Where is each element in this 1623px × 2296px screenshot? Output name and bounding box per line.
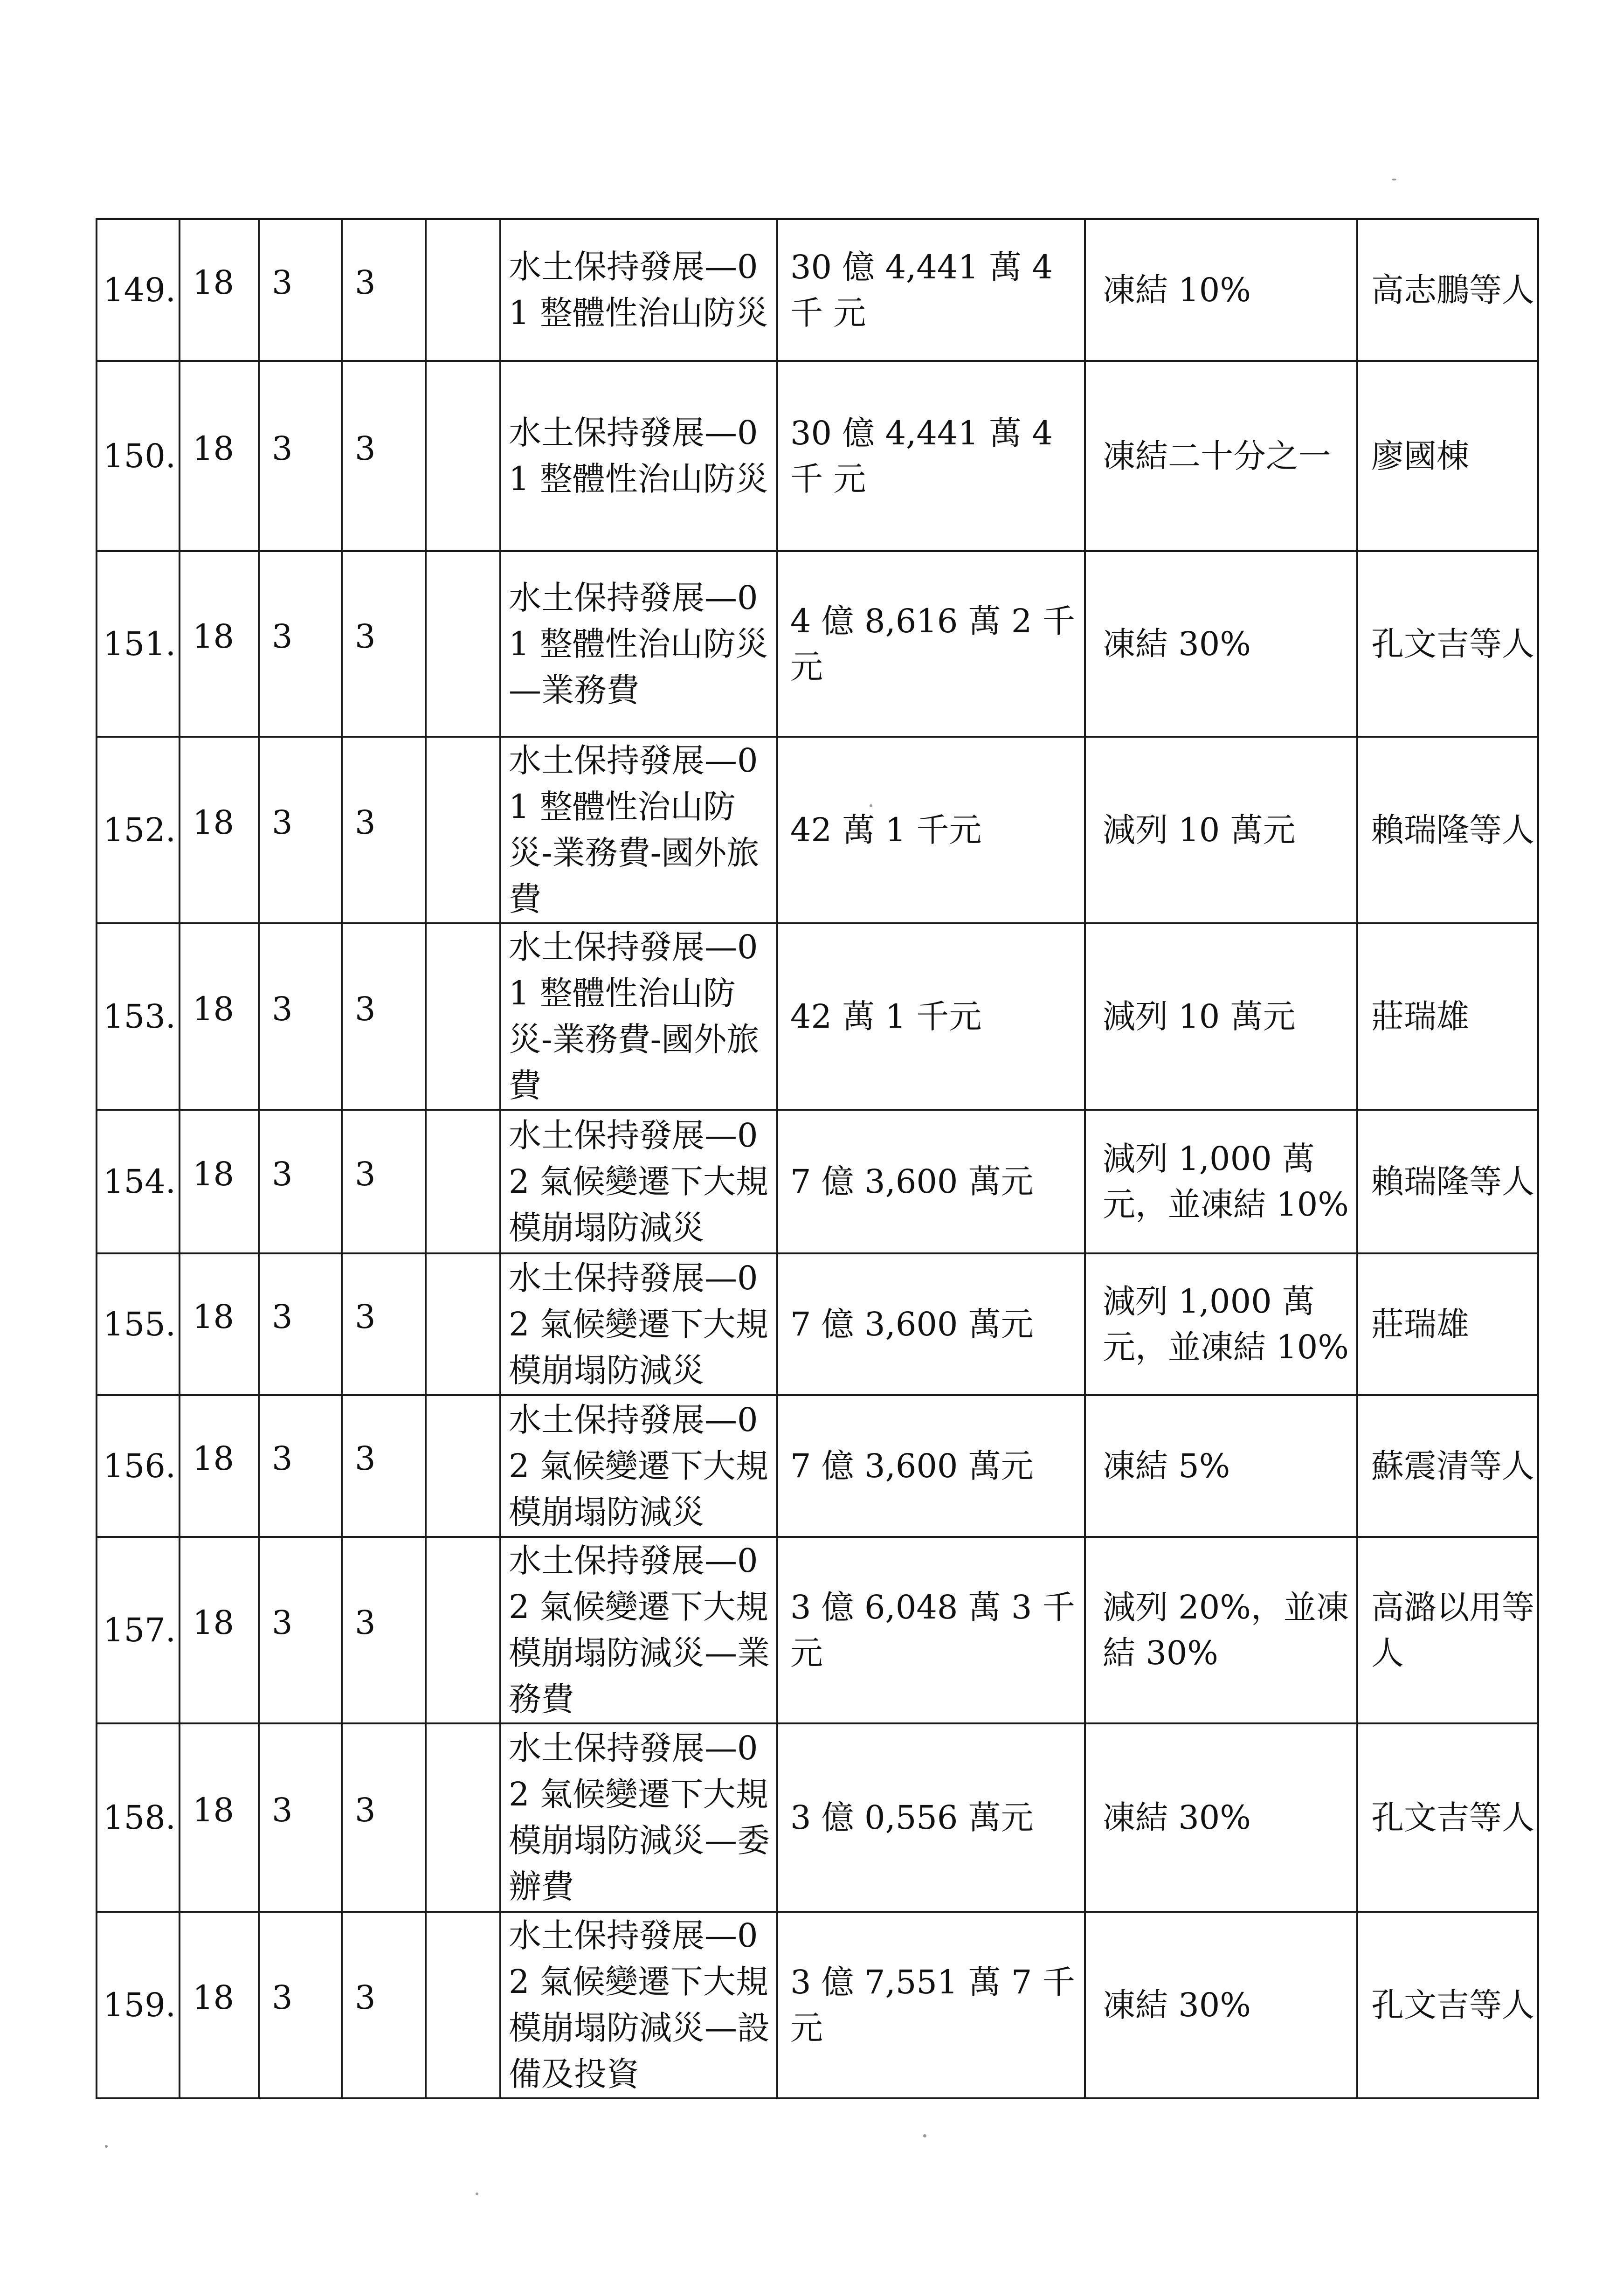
table-row bbox=[97, 361, 1538, 551]
budget-item-text: 水土保持發展—02 氣候變遷下大規模崩塌防減災 bbox=[509, 1116, 768, 1247]
budget-amount bbox=[777, 923, 1085, 1110]
scan-speck bbox=[1392, 179, 1396, 180]
code-cell-1 bbox=[180, 1395, 259, 1537]
proposer bbox=[1357, 219, 1538, 361]
row-number bbox=[97, 551, 180, 737]
code-cell-1-text: 18 bbox=[193, 1298, 235, 1336]
motion-action bbox=[1085, 551, 1357, 737]
code-cell-1-text: 18 bbox=[193, 263, 235, 302]
budget-item-text: 水土保持發展—02 氣候變遷下大規模崩塌防減災 bbox=[509, 1400, 768, 1531]
motion-action-text: 凍結 30% bbox=[1103, 1798, 1251, 1837]
code-cell-1 bbox=[180, 1253, 259, 1395]
budget-item-text: 水土保持發展—02 氣候變遷下大規模崩塌防減災—業務費 bbox=[509, 1542, 770, 1718]
proposer-text: 孔文吉等人 bbox=[1371, 1986, 1534, 2024]
row-number bbox=[97, 1395, 180, 1537]
code-cell-3-text: 3 bbox=[355, 990, 376, 1028]
row-number bbox=[97, 923, 180, 1110]
budget-item bbox=[500, 1723, 777, 1912]
code-cell-1-text: 18 bbox=[193, 429, 235, 468]
code-cell-1 bbox=[180, 551, 259, 737]
motion-action bbox=[1085, 1723, 1357, 1912]
code-cell-3 bbox=[342, 1395, 426, 1537]
budget-item bbox=[500, 923, 777, 1110]
code-cell-2-text: 3 bbox=[272, 429, 293, 468]
row-number bbox=[97, 361, 180, 551]
motion-action-text: 凍結 30% bbox=[1103, 625, 1251, 663]
budget-amount bbox=[777, 1253, 1085, 1395]
code-cell-3 bbox=[342, 1723, 426, 1912]
budget-motion-table bbox=[96, 218, 1539, 2099]
budget-item bbox=[500, 551, 777, 737]
code-cell-1-text: 18 bbox=[193, 1155, 235, 1193]
code-cell-2-text: 3 bbox=[272, 990, 293, 1028]
code-cell-3-text: 3 bbox=[355, 1604, 376, 1642]
code-cell-3 bbox=[342, 219, 426, 361]
code-cell-1-text: 18 bbox=[193, 1791, 235, 1829]
row-number-text: 159. bbox=[103, 1986, 176, 2024]
row-number-text: 151. bbox=[103, 625, 176, 663]
proposer-text: 賴瑞隆等人 bbox=[1371, 1162, 1534, 1201]
motion-action-text: 減列 1,000 萬元，並凍結 10% bbox=[1103, 1140, 1349, 1224]
code-cell-1-text: 18 bbox=[193, 990, 235, 1028]
proposer bbox=[1357, 1253, 1538, 1395]
motion-action bbox=[1085, 219, 1357, 361]
budget-amount-text: 30 億 4,441 萬 4 千 元 bbox=[790, 414, 1053, 498]
row-number bbox=[97, 1537, 180, 1723]
budget-item bbox=[500, 1912, 777, 2098]
budget-item-text: 水土保持發展—01 整體性治山防災 bbox=[509, 248, 768, 332]
code-cell-3 bbox=[342, 361, 426, 551]
row-number-text: 152. bbox=[103, 811, 176, 849]
budget-amount bbox=[777, 1395, 1085, 1537]
budget-amount-text: 3 億 7,551 萬 7 千元 bbox=[790, 1963, 1075, 2047]
code-cell-3 bbox=[342, 923, 426, 1110]
code-cell-3 bbox=[342, 1110, 426, 1253]
budget-item bbox=[500, 1110, 777, 1253]
code-cell-4 bbox=[426, 923, 500, 1110]
proposer-text: 高潞以用等人 bbox=[1371, 1588, 1534, 1672]
code-cell-1-text: 18 bbox=[193, 1439, 235, 1478]
proposer bbox=[1357, 923, 1538, 1110]
code-cell-1 bbox=[180, 1537, 259, 1723]
motion-action-text: 凍結 5% bbox=[1103, 1447, 1230, 1485]
motion-action-text: 減列 20%，並凍結 30% bbox=[1103, 1588, 1349, 1672]
motion-action-text: 凍結 10% bbox=[1103, 271, 1251, 309]
motion-action-text: 減列 1,000 萬元，並凍結 10% bbox=[1103, 1282, 1349, 1366]
proposer bbox=[1357, 1723, 1538, 1912]
code-cell-1 bbox=[180, 1110, 259, 1253]
code-cell-3-text: 3 bbox=[355, 429, 376, 468]
budget-amount-text: 4 億 8,616 萬 2 千元 bbox=[790, 602, 1075, 686]
motion-action bbox=[1085, 1253, 1357, 1395]
budget-amount bbox=[777, 1110, 1085, 1253]
code-cell-3-text: 3 bbox=[355, 1791, 376, 1829]
code-cell-3-text: 3 bbox=[355, 1155, 376, 1193]
row-number-text: 153. bbox=[103, 997, 176, 1036]
table-row bbox=[97, 1912, 1538, 2098]
scan-speck bbox=[105, 2145, 108, 2148]
budget-amount bbox=[777, 1723, 1085, 1912]
code-cell-2-text: 3 bbox=[272, 1155, 293, 1193]
budget-amount bbox=[777, 219, 1085, 361]
proposer-text: 莊瑞雄 bbox=[1371, 997, 1469, 1036]
row-number-text: 158. bbox=[103, 1798, 176, 1837]
code-cell-3-text: 3 bbox=[355, 1978, 376, 2017]
table-row bbox=[97, 1253, 1538, 1395]
motion-action bbox=[1085, 923, 1357, 1110]
code-cell-4 bbox=[426, 551, 500, 737]
table-row bbox=[97, 551, 1538, 737]
proposer-text: 高志鵬等人 bbox=[1371, 271, 1534, 309]
code-cell-3-text: 3 bbox=[355, 1439, 376, 1478]
budget-item bbox=[500, 1395, 777, 1537]
scan-speck bbox=[923, 2134, 926, 2137]
row-number-text: 157. bbox=[103, 1611, 176, 1649]
budget-item bbox=[500, 1537, 777, 1723]
code-cell-1 bbox=[180, 219, 259, 361]
budget-amount bbox=[777, 1537, 1085, 1723]
code-cell-4 bbox=[426, 737, 500, 923]
table-body bbox=[97, 219, 1538, 2098]
code-cell-1 bbox=[180, 1723, 259, 1912]
budget-amount bbox=[777, 361, 1085, 551]
code-cell-1-text: 18 bbox=[193, 803, 235, 842]
code-cell-3 bbox=[342, 1912, 426, 2098]
code-cell-2 bbox=[259, 1110, 342, 1253]
code-cell-2 bbox=[259, 737, 342, 923]
code-cell-3-text: 3 bbox=[355, 617, 376, 656]
budget-item bbox=[500, 1253, 777, 1395]
motion-action-text: 減列 10 萬元 bbox=[1103, 811, 1296, 849]
motion-action bbox=[1085, 1110, 1357, 1253]
proposer bbox=[1357, 361, 1538, 551]
budget-amount-text: 7 億 3,600 萬元 bbox=[790, 1447, 1034, 1485]
code-cell-2 bbox=[259, 361, 342, 551]
budget-item bbox=[500, 737, 777, 923]
code-cell-2 bbox=[259, 1253, 342, 1395]
scan-speck bbox=[870, 804, 872, 807]
budget-item bbox=[500, 361, 777, 551]
proposer bbox=[1357, 1912, 1538, 2098]
motion-action bbox=[1085, 1395, 1357, 1537]
code-cell-1 bbox=[180, 923, 259, 1110]
budget-amount bbox=[777, 737, 1085, 923]
proposer bbox=[1357, 737, 1538, 923]
row-number-text: 155. bbox=[103, 1305, 176, 1343]
code-cell-3 bbox=[342, 1253, 426, 1395]
table-row bbox=[97, 1395, 1538, 1537]
row-number bbox=[97, 737, 180, 923]
code-cell-3 bbox=[342, 1537, 426, 1723]
proposer-text: 孔文吉等人 bbox=[1371, 625, 1534, 663]
code-cell-4 bbox=[426, 1912, 500, 2098]
table-row bbox=[97, 737, 1538, 923]
code-cell-4 bbox=[426, 1395, 500, 1537]
budget-item bbox=[500, 219, 777, 361]
table-row bbox=[97, 923, 1538, 1110]
code-cell-1 bbox=[180, 361, 259, 551]
code-cell-2-text: 3 bbox=[272, 1978, 293, 2017]
code-cell-2-text: 3 bbox=[272, 1298, 293, 1336]
row-number bbox=[97, 1723, 180, 1912]
budget-item-text: 水土保持發展—02 氣候變遷下大規模崩塌防減災 bbox=[509, 1259, 768, 1390]
budget-item-text: 水土保持發展—01 整體性治山防災-業務費-國外旅費 bbox=[509, 928, 760, 1105]
budget-amount bbox=[777, 1912, 1085, 2098]
row-number-text: 150. bbox=[103, 437, 176, 475]
proposer-text: 蘇震清等人 bbox=[1371, 1447, 1534, 1485]
code-cell-2 bbox=[259, 1395, 342, 1537]
table-row bbox=[97, 1110, 1538, 1253]
row-number bbox=[97, 1253, 180, 1395]
code-cell-4 bbox=[426, 1537, 500, 1723]
code-cell-2 bbox=[259, 1537, 342, 1723]
code-cell-3-text: 3 bbox=[355, 263, 376, 302]
budget-amount-text: 3 億 0,556 萬元 bbox=[790, 1798, 1034, 1837]
motion-action bbox=[1085, 1537, 1357, 1723]
row-number bbox=[97, 1912, 180, 2098]
row-number-text: 149. bbox=[103, 271, 176, 309]
budget-item-text: 水土保持發展—01 整體性治山防災-業務費-國外旅費 bbox=[509, 741, 760, 918]
code-cell-1-text: 18 bbox=[193, 1604, 235, 1642]
table-row bbox=[97, 1537, 1538, 1723]
code-cell-2-text: 3 bbox=[272, 263, 293, 302]
code-cell-3-text: 3 bbox=[355, 1298, 376, 1336]
code-cell-2 bbox=[259, 1912, 342, 2098]
budget-amount-text: 30 億 4,441 萬 4 千 元 bbox=[790, 248, 1053, 332]
code-cell-2 bbox=[259, 551, 342, 737]
budget-item-text: 水土保持發展—01 整體性治山防災 bbox=[509, 414, 768, 498]
code-cell-3 bbox=[342, 551, 426, 737]
code-cell-4 bbox=[426, 361, 500, 551]
code-cell-1 bbox=[180, 1912, 259, 2098]
motion-action-text: 凍結二十分之一 bbox=[1103, 437, 1331, 475]
motion-action bbox=[1085, 1912, 1357, 2098]
row-number bbox=[97, 1110, 180, 1253]
code-cell-2-text: 3 bbox=[272, 1439, 293, 1478]
code-cell-1-text: 18 bbox=[193, 1978, 235, 2017]
scan-speck bbox=[476, 2192, 478, 2195]
code-cell-4 bbox=[426, 219, 500, 361]
code-cell-2-text: 3 bbox=[272, 1604, 293, 1642]
proposer bbox=[1357, 551, 1538, 737]
code-cell-4 bbox=[426, 1253, 500, 1395]
motion-action-text: 凍結 30% bbox=[1103, 1986, 1251, 2024]
code-cell-4 bbox=[426, 1110, 500, 1253]
proposer-text: 孔文吉等人 bbox=[1371, 1798, 1534, 1837]
motion-action bbox=[1085, 737, 1357, 923]
budget-amount-text: 42 萬 1 千元 bbox=[790, 811, 982, 849]
code-cell-3-text: 3 bbox=[355, 803, 376, 842]
budget-item-text: 水土保持發展—01 整體性治山防災—業務費 bbox=[509, 578, 768, 709]
budget-item-text: 水土保持發展—02 氣候變遷下大規模崩塌防減災—設備及投資 bbox=[509, 1916, 770, 2093]
proposer bbox=[1357, 1395, 1538, 1537]
budget-amount bbox=[777, 551, 1085, 737]
proposer bbox=[1357, 1537, 1538, 1723]
code-cell-2 bbox=[259, 923, 342, 1110]
proposer bbox=[1357, 1110, 1538, 1253]
code-cell-2 bbox=[259, 219, 342, 361]
motion-action bbox=[1085, 361, 1357, 551]
code-cell-2-text: 3 bbox=[272, 1791, 293, 1829]
row-number bbox=[97, 219, 180, 361]
budget-amount-text: 42 萬 1 千元 bbox=[790, 997, 982, 1036]
budget-amount-text: 7 億 3,600 萬元 bbox=[790, 1162, 1034, 1201]
motion-action-text: 減列 10 萬元 bbox=[1103, 997, 1296, 1036]
table-row bbox=[97, 219, 1538, 361]
budget-amount-text: 3 億 6,048 萬 3 千元 bbox=[790, 1588, 1075, 1672]
proposer-text: 莊瑞雄 bbox=[1371, 1305, 1469, 1343]
code-cell-1 bbox=[180, 737, 259, 923]
table-row bbox=[97, 1723, 1538, 1912]
proposer-text: 廖國棟 bbox=[1371, 437, 1469, 475]
budget-item-text: 水土保持發展—02 氣候變遷下大規模崩塌防減災—委辦費 bbox=[509, 1729, 770, 1906]
row-number-text: 154. bbox=[103, 1162, 176, 1201]
code-cell-2-text: 3 bbox=[272, 617, 293, 656]
code-cell-4 bbox=[426, 1723, 500, 1912]
row-number-text: 156. bbox=[103, 1447, 176, 1485]
code-cell-3 bbox=[342, 737, 426, 923]
code-cell-2-text: 3 bbox=[272, 803, 293, 842]
budget-amount-text: 7 億 3,600 萬元 bbox=[790, 1305, 1034, 1343]
code-cell-1-text: 18 bbox=[193, 617, 235, 656]
code-cell-2 bbox=[259, 1723, 342, 1912]
proposer-text: 賴瑞隆等人 bbox=[1371, 811, 1534, 849]
